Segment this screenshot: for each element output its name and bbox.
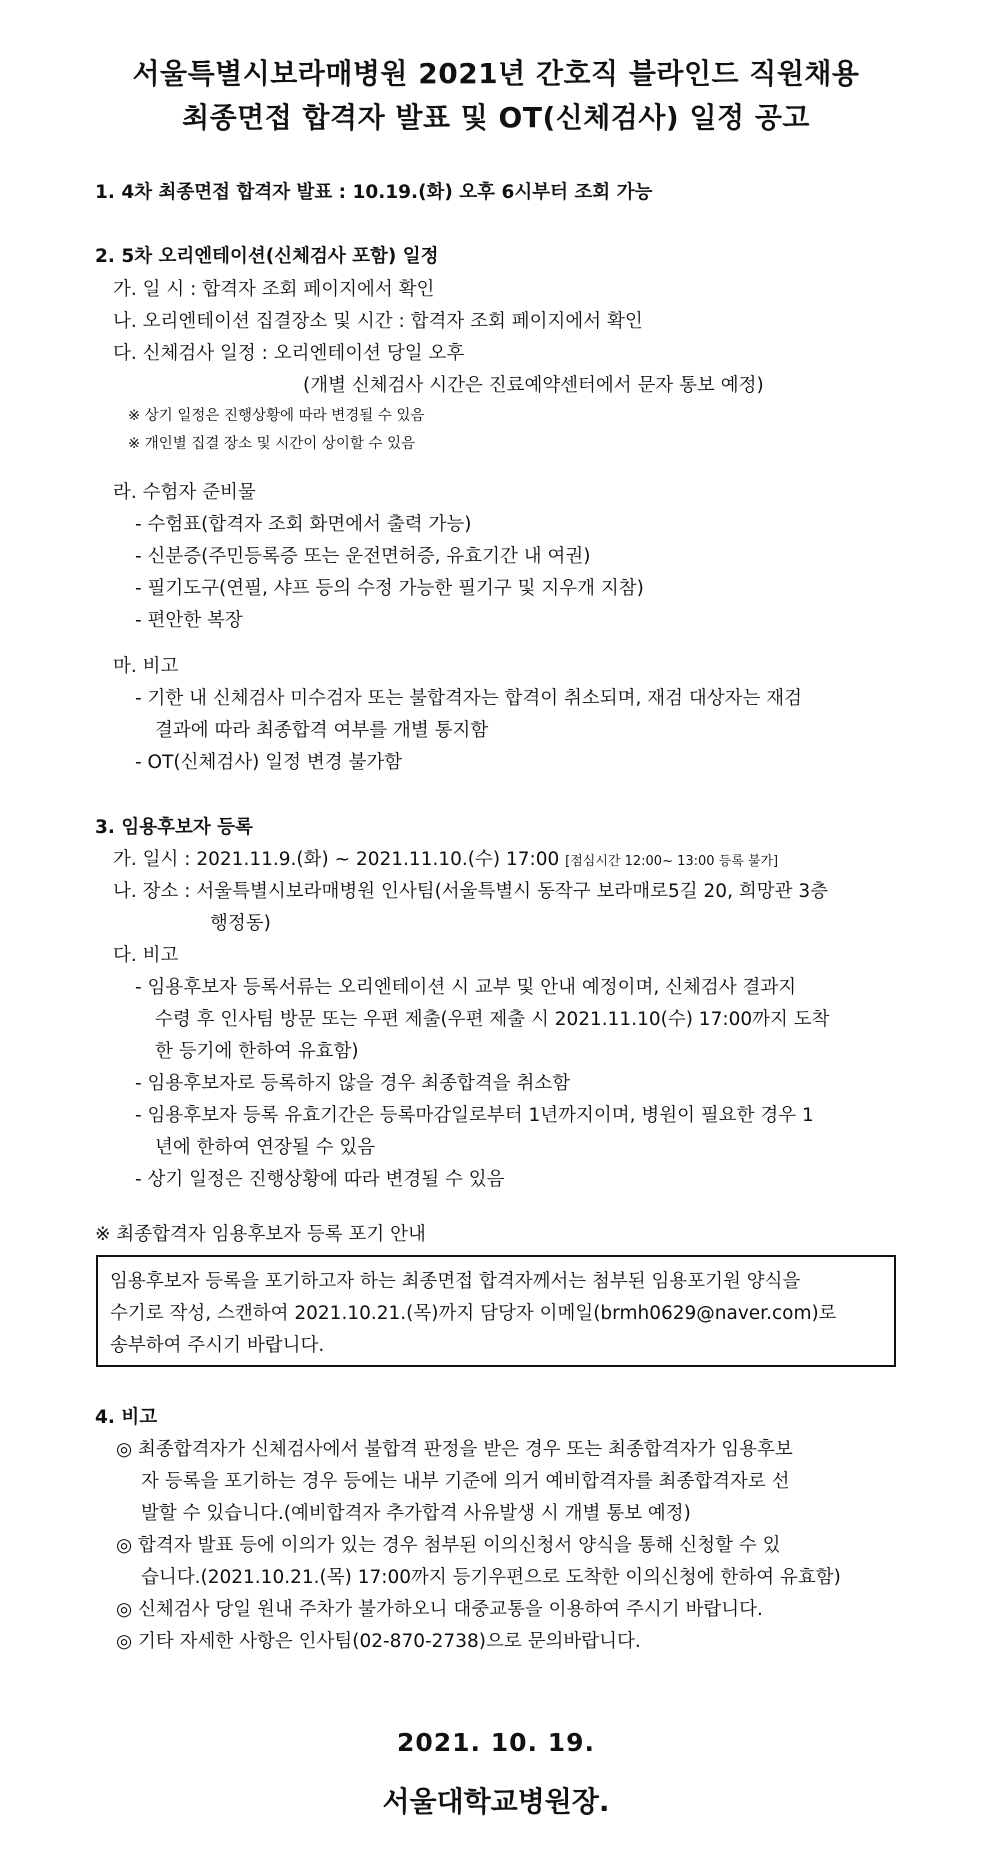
section-3-item-na-line-2: 행정동) (210, 913, 271, 934)
section-3-heading: 3. 임용후보자 등록 (95, 817, 253, 838)
title-line-2: 최종면접 합격자 발표 및 OT(신체검사) 일정 공고 (182, 101, 810, 134)
section-2-ra-item-1: - 수험표(합격자 조회 화면에서 출력 가능) (135, 514, 472, 535)
section-2-ra-item-2: - 신분증(주민등록증 또는 운전면허증, 유효기간 내 여권) (135, 546, 591, 567)
title-line-1: 서울특별시보라매병원 2021년 간호직 블라인드 직원채용 (132, 57, 860, 90)
section-2-item-da-sub: (개별 신체검사 시간은 진료예약센터에서 문자 통보 예정) (303, 375, 764, 396)
section-2-ma-item-1-line-2: 결과에 따라 최종합격 여부를 개별 통지함 (155, 720, 489, 741)
section-3-ga-text: 가. 일시 : 2021.11.9.(화) ~ 2021.11.10.(수) 17:00 (113, 849, 560, 870)
section-4-item-1-line-1: ◎ 최종합격자가 신체검사에서 불합격 판정을 받은 경우 또는 최종합격자가 임용후보 (116, 1439, 793, 1460)
section-2-item-na: 나. 오리엔테이션 집결장소 및 시간 : 합격자 조회 페이지에서 확인 (113, 311, 643, 332)
section-3-item-4: - 상기 일정은 진행상황에 따라 변경될 수 있음 (135, 1169, 505, 1190)
section-2-item-ma: 마. 비고 (113, 656, 179, 677)
section-1-heading: 1. 4차 최종면접 합격자 발표 : 10.19.(화) 오후 6시부터 조회 가능 (95, 182, 653, 203)
section-4-item-4: ◎ 기타 자세한 사항은 인사팀(02-870-2738)으로 문의바랍니다. (116, 1631, 641, 1652)
notice-line-2: 수기로 작성, 스캔하여 2021.10.21.(목)까지 담당자 이메일(brmh0629@naver.com)로 (110, 1303, 837, 1324)
section-3-item-1-line-3: 한 등기에 한하여 유효함) (155, 1041, 359, 1062)
section-2-item-ra: 라. 수험자 준비물 (113, 482, 256, 503)
section-3-item-2: - 임용후보자로 등록하지 않을 경우 최종합격을 취소함 (135, 1073, 571, 1094)
section-2-ra-item-4: - 편안한 복장 (135, 610, 243, 631)
section-2-item-ga: 가. 일 시 : 합격자 조회 페이지에서 확인 (113, 279, 435, 300)
section-3-item-1-line-2: 수령 후 인사팀 방문 또는 우편 제출(우편 제출 시 2021.11.10(수) 17:00까지 도착 (155, 1009, 830, 1030)
section-4-item-1-line-3: 발할 수 있습니다.(예비합격자 추가합격 사유발생 시 개별 통보 예정) (141, 1503, 691, 1524)
notice-line-3: 송부하여 주시기 바랍니다. (110, 1335, 325, 1356)
section-3-ga-note: [점심시간 12:00~ 13:00 등록 불가] (565, 854, 779, 869)
section-2-ra-item-3: - 필기도구(연필, 샤프 등의 수정 가능한 필기구 및 지우개 지참) (135, 578, 644, 599)
section-2-note-1: ※ 상기 일정은 진행상황에 따라 변경될 수 있음 (128, 408, 425, 424)
section-2-ma-item-2: - OT(신체검사) 일정 변경 불가함 (135, 752, 403, 773)
notice-heading: ※ 최종합격자 임용후보자 등록 포기 안내 (95, 1224, 426, 1245)
section-2-item-da: 다. 신체검사 일정 : 오리엔테이션 당일 오후 (113, 343, 465, 364)
section-3-item-ga (113, 845, 778, 871)
section-4-item-3: ◎ 신체검사 당일 원내 주차가 불가하오니 대중교통을 이용하여 주시기 바랍니다. (116, 1599, 763, 1620)
section-4-item-2-line-1: ◎ 합격자 발표 등에 이의가 있는 경우 첨부된 이의신청서 양식을 통해 신청할 수 있 (116, 1535, 781, 1556)
section-4-heading: 4. 비고 (95, 1407, 158, 1428)
section-4-item-2-line-2: 습니다.(2021.10.21.(목) 17:00까지 등기우편으로 도착한 이의신청에 한하여 유효함) (141, 1567, 841, 1588)
section-3-item-3-line-1: - 임용후보자 등록 유효기간은 등록마감일로부터 1년까지이며, 병원이 필요한 경우 1 (135, 1105, 814, 1126)
section-3-item-da: 다. 비고 (113, 945, 179, 966)
section-3-item-na-line-1: 나. 장소 : 서울특별시보라매병원 인사팀(서울특별시 동작구 보라매로5길 20, 희망관 3층 (113, 881, 828, 902)
section-2-ma-item-1-line-1: - 기한 내 신체검사 미수검자 또는 불합격자는 합격이 취소되며, 재검 대상자는 재검 (135, 688, 802, 709)
footer-issuer: 서울대학교병원장. (382, 1785, 610, 1818)
footer-date: 2021. 10. 19. (396, 1728, 596, 1757)
notice-box (96, 1255, 896, 1367)
section-3-item-1-line-1: - 임용후보자 등록서류는 오리엔테이션 시 교부 및 안내 예정이며, 신체검사 결과지 (135, 977, 797, 998)
section-3-item-3-line-2: 년에 한하여 연장될 수 있음 (155, 1137, 376, 1158)
section-2-note-2: ※ 개인별 집결 장소 및 시간이 상이할 수 있음 (128, 436, 416, 452)
section-4-item-1-line-2: 자 등록을 포기하는 경우 등에는 내부 기준에 의거 예비합격자를 최종합격자로 선 (141, 1471, 790, 1492)
notice-line-1: 임용후보자 등록을 포기하고자 하는 최종면접 합격자께서는 첨부된 임용포기원 양식을 (110, 1271, 801, 1292)
section-2-heading: 2. 5차 오리엔테이션(신체검사 포함) 일정 (95, 246, 439, 267)
